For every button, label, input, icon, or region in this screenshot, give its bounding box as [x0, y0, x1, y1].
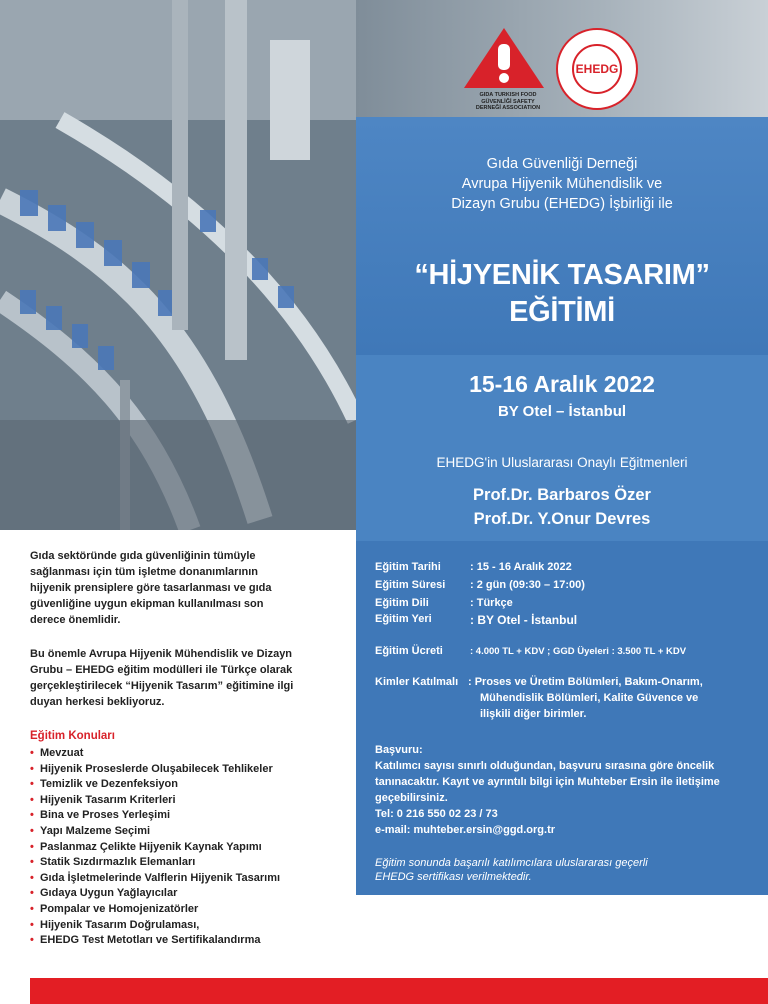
participants-value: Mühendislik Bölümleri, Kalite Güvence ve — [480, 692, 699, 704]
ggd-logo — [460, 26, 548, 112]
topic-item: • Yapı Malzeme Seçimi — [30, 824, 280, 840]
topic-item: • EHEDG Test Metotları ve Sertifikalandırma — [30, 933, 280, 949]
paragraph-line: Grubu – EHEDG eğitim modülleri ile Türkçe olarak — [30, 664, 293, 676]
detail-value: : 2 gün (09:30 – 17:00) — [470, 579, 585, 591]
paragraph-line: duyan herkesi bekliyoruz. — [30, 696, 165, 708]
topic-item: • Gıda İşletmelerinde Valflerin Hijyenik Tasarımı — [30, 871, 280, 887]
logos — [460, 20, 690, 116]
fee-label: Eğitim Ücreti — [375, 645, 443, 657]
ggd-text-line: GÜVENLİĞİ SAFETY — [481, 98, 535, 105]
topic-item: • Pompalar ve Homojenizatörler — [30, 902, 280, 918]
paragraph-line: güvenliğine uygun ekipman kullanılması son — [30, 598, 264, 610]
event-title-line2: EĞİTİMİ — [509, 296, 615, 328]
topic-item: • Gıdaya Uygun Yağlayıcılar — [30, 886, 280, 902]
paragraph-line: Gıda sektöründe gıda güvenliğinin tümüyle — [30, 550, 256, 562]
application-text: Katılımcı sayısı sınırlı olduğundan, başvuru sırasına göre öncelik — [375, 760, 715, 772]
ehedg-logo — [556, 28, 638, 110]
ggd-text-line: DERNEĞİ ASSOCIATION — [475, 105, 541, 111]
event-title: “HİJYENİK TASARIM” — [414, 259, 710, 291]
fee-value: : 4.000 TL + KDV ; GGD Üyeleri : 3.500 TL + KDV — [470, 646, 687, 657]
topic-item: • Bina ve Proses Yerleşimi — [30, 808, 280, 824]
topic-item: • Paslanmaz Çelikte Hijyenik Kaynak Yapımı — [30, 840, 280, 856]
application-heading: Başvuru: — [375, 744, 423, 756]
detail-label: Eğitim Dili — [375, 597, 429, 609]
intro-line: Gıda Güvenliği Derneği — [486, 156, 638, 172]
note-line: EHEDG sertifikası verilmektedir. — [375, 871, 532, 883]
topics-heading: Eğitim Konuları — [30, 730, 115, 742]
detail-value: : 15 - 16 Aralık 2022 — [470, 561, 572, 573]
trainers-heading: EHEDG'in Uluslararası Onaylı Eğitmenleri — [436, 455, 688, 470]
intro-paragraph — [30, 548, 330, 628]
paragraph-line: sağlanması için tüm işletme donanımlarının — [30, 566, 259, 578]
invite-paragraph — [30, 646, 330, 710]
paragraph-line: gerçekleştirilecek “Hijyenik Tasarım” eğitimine ilgi — [30, 680, 294, 692]
topic-item: • Statik Sızdırmazlık Elemanları — [30, 855, 280, 871]
topic-item: • Mevzuat — [30, 746, 280, 762]
event-venue: BY Otel – İstanbul — [497, 403, 627, 420]
trainer-name: Prof.Dr. Y.Onur Devres — [473, 510, 651, 528]
detail-value: : Türkçe — [470, 597, 513, 609]
paragraph-line: Bu önemle Avrupa Hijyenik Mühendislik ve Dizayn — [30, 648, 293, 660]
footer-bar — [30, 978, 768, 1004]
topics-list — [30, 746, 280, 949]
participants-label: Kimler Katılmalı — [375, 676, 459, 688]
topic-item: • Hijyenik Tasarım Doğrulaması, — [30, 918, 280, 934]
intro-line: Avrupa Hijyenik Mühendislik ve — [461, 176, 663, 192]
factory-photo — [0, 0, 356, 530]
application-email[interactable]: e-mail: muhteber.ersin@ggd.org.tr — [375, 824, 556, 836]
topic-item: • Temizlik ve Dezenfeksiyon — [30, 777, 280, 793]
intro-line: Dizayn Grubu (EHEDG) İşbirliği ile — [451, 196, 673, 212]
participants-value: : Proses ve Üretim Bölümleri, Bakım-Onarım, — [468, 676, 703, 688]
application-text: tanınacaktır. Kayıt ve ayrıntılı bilgi için Muhteber Ersin ile iletişime — [375, 776, 720, 788]
topic-item: • Hijyenik Proseslerde Oluşabilecek Tehlikeler — [30, 762, 280, 778]
application-phone: Tel: 0 216 550 02 23 / 73 — [375, 808, 498, 820]
application-text: geçebilirsiniz. — [375, 792, 448, 804]
detail-label: Eğitim Yeri — [375, 613, 432, 625]
ehedg-logo-text: EHEDG — [572, 44, 622, 94]
detail-label: Eğitim Süresi — [375, 579, 446, 591]
ggd-text-line: GIDA TURKISH FOOD — [479, 92, 537, 98]
detail-value: : BY Otel - İstanbul — [470, 613, 578, 627]
certificate-note — [375, 856, 735, 884]
note-line: Eğitim sonunda başarılı katılımcılara uluslararası geçerli — [375, 857, 648, 869]
participants-value: ilişkili diğer birimler. — [480, 708, 587, 720]
trainer-name: Prof.Dr. Barbaros Özer — [473, 486, 651, 504]
application-block — [375, 742, 735, 838]
paragraph-line: derece önemlidir. — [30, 614, 121, 626]
paragraph-line: hijyenik prensiplere göre tasarlanması ve gıda — [30, 582, 272, 594]
event-date: 15-16 Aralık 2022 — [469, 371, 655, 397]
intro-text — [356, 154, 768, 214]
ggd-logo-text — [474, 92, 542, 112]
topic-item: • Hijyenik Tasarım Kriterleri — [30, 793, 280, 809]
detail-label: Eğitim Tarihi — [375, 561, 441, 573]
